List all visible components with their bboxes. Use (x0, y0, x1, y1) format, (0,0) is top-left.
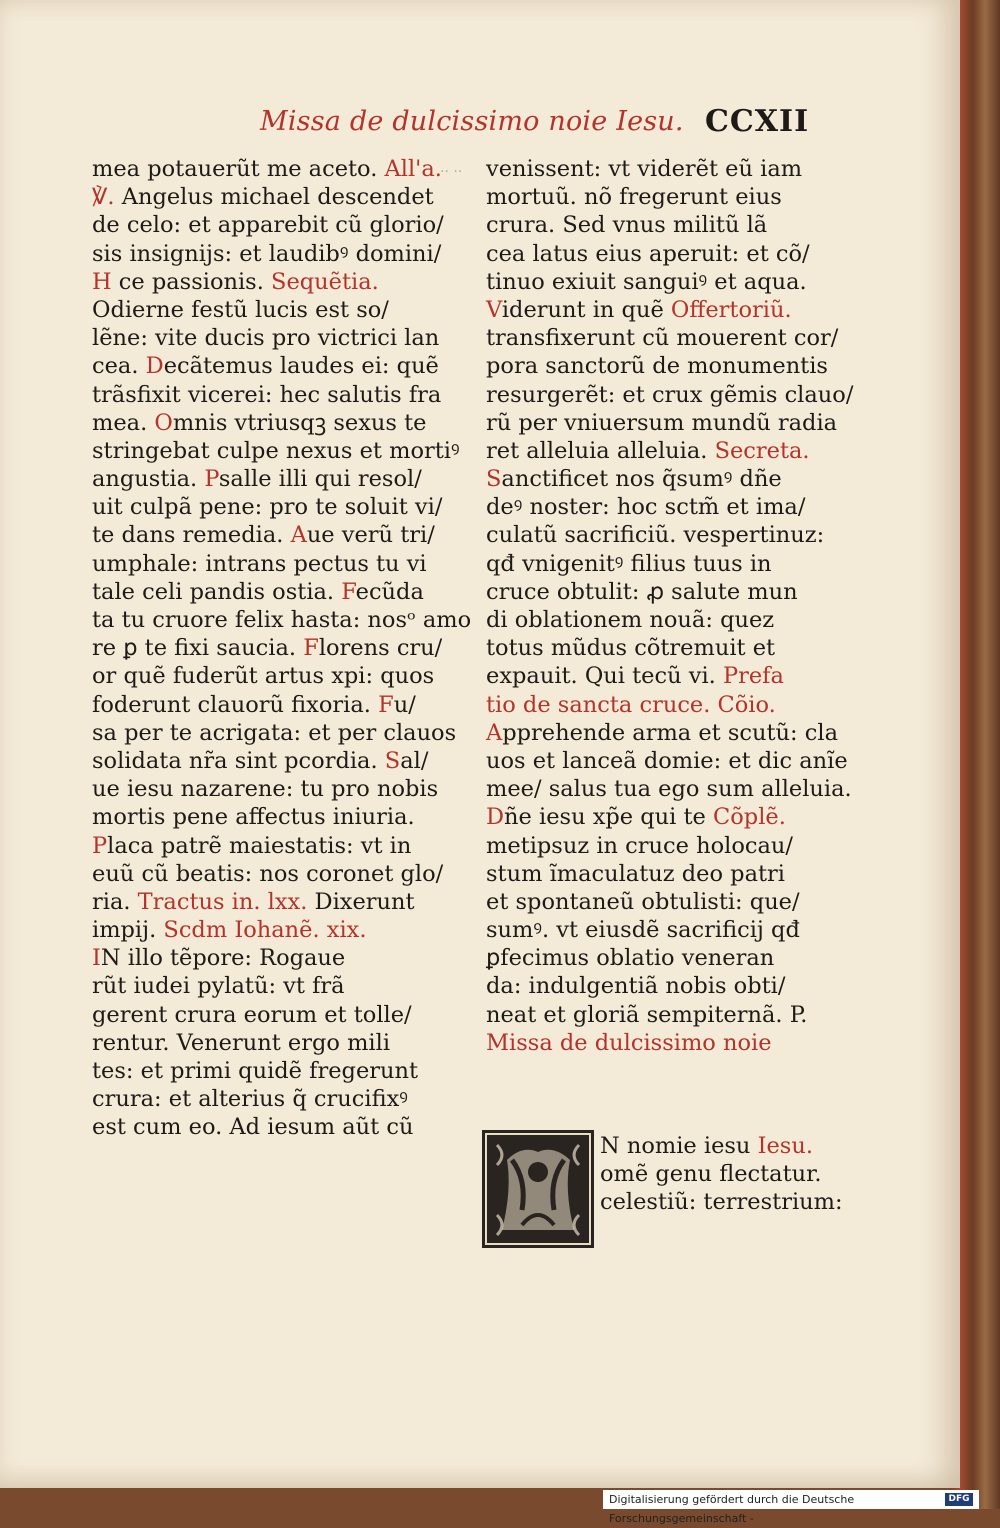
rubric-text: I (92, 945, 101, 972)
right-column-line (486, 775, 852, 803)
rubric-text: Iesu. (757, 1133, 813, 1159)
right-column-line (486, 465, 818, 493)
left-column-line (92, 381, 442, 409)
left-column-line (92, 521, 435, 549)
text-segment: transfixerunt cũ mouerent cor/ (486, 325, 839, 352)
right-column-line (486, 240, 818, 268)
rubric-text: F (341, 578, 356, 605)
right-column-line (486, 719, 838, 747)
text-segment: anctificet nos q̃sumꝰ dñe (501, 466, 782, 493)
left-column-line (92, 916, 432, 944)
right-column-line (486, 662, 818, 690)
woodcut-initial (482, 1130, 597, 1250)
text-segment: te dans remedia. (92, 522, 291, 549)
right-text-column (486, 155, 854, 1057)
marginal-mark: .. .. (440, 160, 463, 176)
text-segment: stringebat culpe nexus et mortiꝰ (92, 437, 460, 464)
text-segment: uos et lanceã domie: et dic anĩe (486, 747, 848, 774)
rubric-text: O (154, 409, 173, 436)
rubric-text: Missa de dulcissimo noie (486, 1029, 772, 1056)
left-column-line (92, 1085, 432, 1113)
rubric-text: V (486, 296, 502, 323)
text-segment: gerent crura eorum et tolle/ (92, 1001, 412, 1028)
text-segment: mea. (92, 409, 155, 436)
text-segment: rũt iudei pylatũ: vt frã (92, 973, 345, 1000)
right-column-line (486, 972, 818, 1000)
text-segment: expauit. Qui tecũ vi. (486, 663, 723, 690)
text-segment: solidata nr̃a sint pcordia. (92, 747, 385, 774)
rubric-text: tio de sancta cruce. Cõio. (486, 691, 776, 718)
left-column-line (92, 493, 443, 521)
text-segment: ꝑfecimus oblatio veneran (486, 945, 775, 972)
running-head: Missa de dulcissimo noie Iesu. (260, 106, 684, 137)
dfg-logo: DFG (945, 1493, 973, 1506)
text-segment: pprehende arma et scutũ: cla (502, 719, 838, 746)
left-column-line (92, 465, 432, 493)
right-column-line (486, 211, 818, 239)
left-column-line (92, 1057, 432, 1085)
right-column-line (486, 916, 818, 944)
left-column-line (92, 211, 444, 239)
left-column-line (92, 240, 442, 268)
rubric-text: A (486, 719, 503, 746)
text-segment: impij. (92, 917, 164, 944)
text-segment: neat et gloriã sempiternã. P. (486, 1001, 808, 1028)
text-segment: da: indulgentiã nobis obti/ (486, 973, 786, 1000)
text-segment: qđ vnigenitꝰ filius tuus in (486, 550, 772, 577)
text-segment: omẽ genu flectatur. (600, 1161, 822, 1188)
tail-line (600, 1132, 843, 1160)
right-column-line (486, 832, 818, 860)
right-column-line (486, 606, 818, 634)
text-segment: euũ cũ beatis: nos coronet glo/ (92, 860, 444, 887)
right-column-line (486, 183, 818, 211)
right-column-line (486, 381, 854, 409)
right-column-line (486, 493, 818, 521)
text-segment: al/ (400, 747, 429, 774)
rubric-text: P (204, 466, 219, 493)
left-column-line (92, 634, 443, 662)
tail-line (600, 1160, 843, 1188)
left-column-line (92, 268, 432, 296)
text-segment: umphale: intrans pectus tu vi (92, 550, 427, 577)
rubric-text: Scdm Iohanẽ. xix. (163, 917, 367, 944)
left-column-line (92, 1029, 432, 1057)
left-column-line (92, 747, 432, 775)
text-segment: iderunt in quẽ (501, 296, 671, 323)
woodcut-initial-image (482, 1130, 594, 1248)
text-segment: u/ (393, 691, 416, 718)
text-segment: tes: et primi quidẽ fregerunt (92, 1058, 419, 1084)
left-column-line (92, 775, 439, 803)
text-segment: Angelus michael descendet (121, 184, 434, 211)
text-segment: ret alleluia alleluia. (486, 437, 715, 464)
left-column-line (92, 860, 444, 888)
folio-number: CCXII (705, 104, 810, 139)
left-column-line (92, 662, 435, 690)
right-column-line (486, 888, 818, 916)
footer-text: Digitalisierung gefördert durch die Deutsche Forschungsgemeinschaft - (609, 1493, 855, 1525)
right-column-line (486, 691, 818, 719)
text-segment: cea. (92, 353, 146, 380)
text-segment: sa per te acrigata: et per clauos (92, 719, 457, 746)
left-column-line (92, 691, 432, 719)
text-segment: de celo: et apparebit cũ glorio/ (92, 212, 444, 239)
text-segment: mnis vtriusqꝫ sexus te (172, 409, 427, 436)
text-segment: rũ per vniuersum mundũ radia (486, 409, 838, 436)
rubric-text: H (92, 268, 112, 295)
text-segment: mortis pene affectus iniuria. (92, 804, 415, 831)
text-segment: ue iesu nazarene: tu pro nobis (92, 776, 439, 803)
left-column-line (92, 888, 432, 916)
text-segment: est cum eo. Ad iesum aũt cũ (92, 1114, 414, 1141)
rubric-text: S (486, 466, 502, 493)
text-segment: salle illi qui resol/ (218, 466, 422, 493)
rubric-text: All'a. (384, 156, 442, 182)
right-column-line (486, 1029, 818, 1057)
text-segment: ria. (92, 888, 138, 915)
right-column-line (486, 352, 828, 380)
left-column-line (92, 1001, 432, 1029)
left-column-line (92, 296, 432, 324)
text-segment: stum ĩmaculatuz deo patri (486, 860, 785, 887)
text-segment: Dixerunt (307, 888, 415, 915)
left-column-line (92, 832, 432, 860)
text-segment: angustia. (92, 466, 205, 493)
right-column-line (486, 747, 848, 775)
left-column-line (92, 324, 440, 352)
right-column-line (486, 296, 818, 324)
left-column-line (92, 1113, 432, 1141)
rubric-text: F (303, 635, 319, 662)
text-segment: re ꝑ te fixi saucia. (92, 635, 304, 662)
tail-line (600, 1188, 843, 1216)
right-column-line (486, 409, 838, 437)
rubric-text: D (145, 353, 164, 380)
left-column-line (92, 183, 432, 211)
text-segment: ue verũ tri/ (306, 522, 435, 549)
left-column-line (92, 972, 432, 1000)
rubric-text: ℣. (92, 184, 122, 211)
left-column-line (92, 944, 432, 972)
rubric-text: Offertoriũ. (670, 296, 792, 323)
rubric-text: Cõplẽ. (713, 804, 786, 831)
text-segment: cruce obtulit: ꝓ salute mun (486, 578, 798, 605)
right-column-line (486, 521, 825, 549)
tail-text-lines (600, 1132, 843, 1217)
text-segment: venissent: vt viderẽt eũ iam (486, 156, 803, 182)
rubric-text: Sequẽtia. (271, 268, 379, 295)
text-segment: ecũda (355, 578, 424, 605)
left-text-column (92, 155, 472, 1142)
text-segment: tale celi pandis ostia. (92, 578, 342, 605)
text-segment: mortuũ. nõ fregerunt eius (486, 184, 782, 211)
text-segment: resurgerẽt: et crux gẽmis clauo/ (486, 381, 854, 408)
text-segment: pora sanctorũ de monumentis (486, 353, 828, 380)
left-column-line (92, 606, 472, 634)
left-column-line (92, 578, 432, 606)
right-column-line (486, 550, 818, 578)
rubric-text: S (384, 747, 401, 774)
left-column-line (92, 550, 432, 578)
right-column-line (486, 268, 818, 296)
text-segment: ce passionis. (111, 268, 272, 295)
text-segment: deꝰ noster: hoc sctm̃ et ima/ (486, 494, 806, 521)
right-column-line (486, 1001, 818, 1029)
text-segment: ñe iesu xp̃e qui te (504, 804, 714, 831)
right-column-line (486, 155, 818, 183)
text-segment: metipsuz in cruce holocau/ (486, 832, 793, 859)
right-column-line (486, 634, 818, 662)
text-segment: culatũ sacrificiũ. vespertinuz: (486, 522, 825, 549)
rubric-text: A (290, 522, 307, 549)
text-segment: tinuo exiuit sanguiꝰ et aqua. (486, 268, 807, 295)
rubric-text: F (378, 691, 394, 718)
text-segment: sumꝰ. vt eiusdẽ sacrificij qđ (486, 917, 800, 944)
text-segment: di oblationem nouã: quez (486, 607, 775, 633)
left-column-line (92, 719, 457, 747)
text-segment: et spontaneũ obtulisti: que/ (486, 888, 800, 915)
text-segment: crura. Sed vnus militũ lã (486, 212, 768, 239)
text-segment: N nomie iesu (600, 1133, 758, 1159)
rubric-text: D (486, 804, 505, 831)
text-segment: sis insignijs: et laudibꝰ domini/ (92, 240, 442, 267)
digitization-footer (603, 1490, 979, 1525)
page-header (260, 104, 820, 148)
right-column-line (486, 437, 818, 465)
right-column-line (486, 944, 818, 972)
left-column-line (92, 155, 442, 183)
text-segment: Odierne festũ lucis est so/ (92, 296, 389, 323)
text-segment: ecãtemus laudes ei: quẽ (163, 353, 439, 380)
text-segment: uit culpã pene: pro te soluit vi/ (92, 494, 443, 521)
right-column-line (486, 803, 818, 831)
text-segment: trãsfixit vicerei: hec salutis fra (92, 381, 442, 408)
text-segment: mee/ salus tua ego sum alleluia. (486, 776, 852, 803)
text-segment: laca patrẽ maiestatis: vt in (107, 832, 412, 859)
text-segment: or quẽ fuderũt artus xpi: quos (92, 663, 435, 690)
left-column-line (92, 352, 439, 380)
left-column-line (92, 437, 460, 465)
text-segment: mea potauerũt me aceto. (92, 156, 385, 182)
text-segment: ta tu cruore felix hasta: nosᵒ amo (92, 607, 472, 633)
text-segment: crura: et alterius q̃ crucifixꝰ (92, 1086, 408, 1113)
text-segment: totus mũdus cõtremuit et (486, 635, 776, 662)
rubric-text: Prefa (722, 663, 784, 690)
text-segment: foderunt clauorũ fixoria. (92, 691, 379, 718)
text-segment: cea latus eius aperuit: et cõ/ (486, 240, 810, 267)
text-segment: N illo tẽpore: Rogaue (100, 945, 346, 972)
rubric-text: P (92, 832, 108, 859)
rubric-text: Tractus in. lxx. (137, 888, 308, 915)
right-column-line (486, 860, 818, 888)
left-column-line (92, 803, 432, 831)
text-segment: lẽne: vite ducis pro victrici lan (92, 325, 440, 352)
right-column-line (486, 578, 818, 606)
right-column-line (486, 324, 839, 352)
text-segment: celestiũ: terrestrium: (600, 1189, 843, 1216)
text-segment: rentur. Venerunt ergo mili (92, 1029, 391, 1056)
text-segment: lorens cru/ (318, 635, 443, 662)
rubric-text: Secreta. (714, 437, 810, 464)
left-column-line (92, 409, 432, 437)
